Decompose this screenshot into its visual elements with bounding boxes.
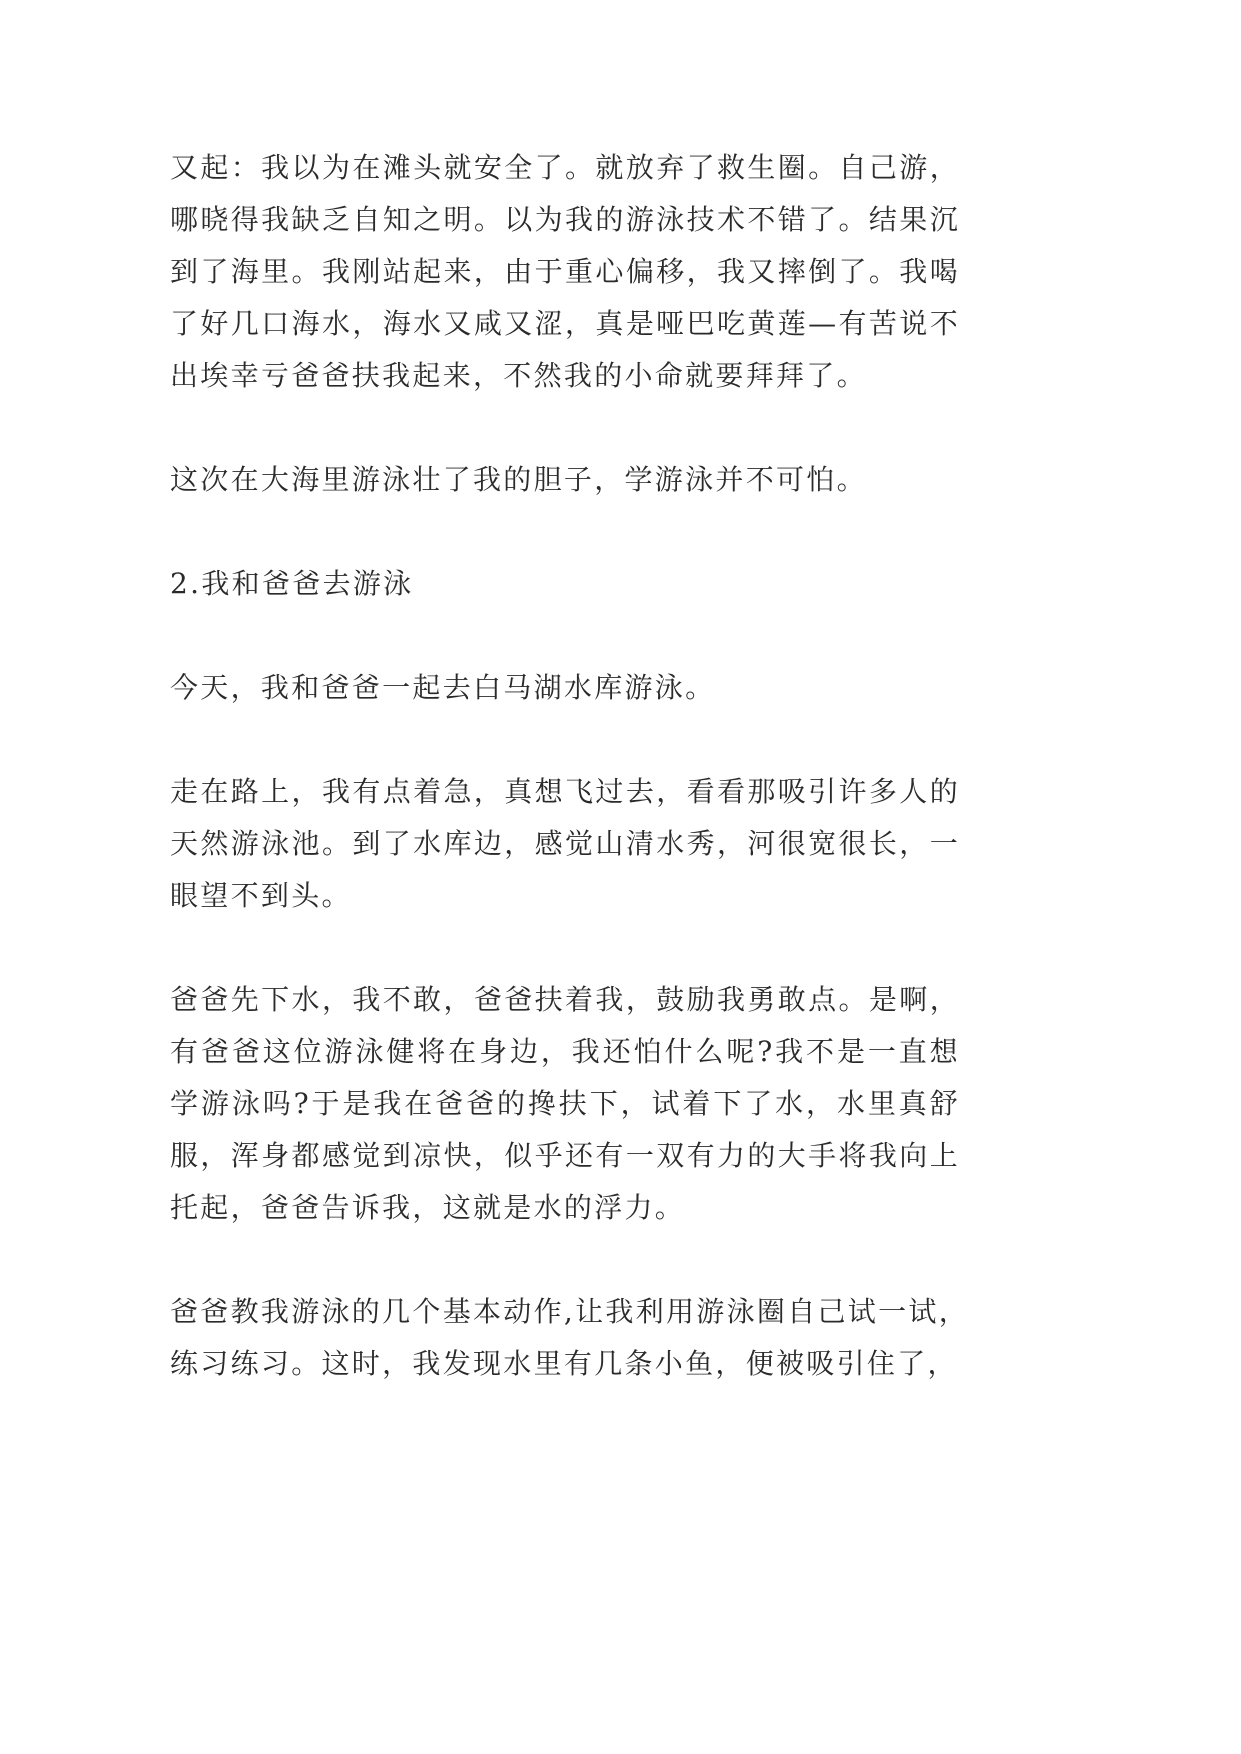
paragraph <box>170 1286 970 1390</box>
text-line: 又起：我以为在滩头就安全了。就放弃了救生圈。自己游， <box>170 151 960 184</box>
text-line: 爸爸先下水，我不敢，爸爸扶着我，鼓励我勇敢点。是啊， <box>170 983 960 1016</box>
text-line: 今天，我和爸爸一起去白马湖水库游泳。 <box>170 671 716 704</box>
document-body <box>170 142 970 1442</box>
text-line: 出埃幸亏爸爸扶我起来，不然我的小命就要拜拜了。 <box>170 359 867 392</box>
paragraph <box>170 974 960 1234</box>
text-line: 托起，爸爸告诉我，这就是水的浮力。 <box>170 1191 686 1224</box>
section-heading <box>170 558 960 610</box>
text-line: 到了海里。我刚站起来，由于重心偏移，我又摔倒了。我喝 <box>170 255 960 288</box>
text-line: 哪晓得我缺乏自知之明。以为我的游泳技术不错了。结果沉 <box>170 203 960 236</box>
paragraph <box>170 766 960 922</box>
text-line: 学游泳吗?于是我在爸爸的搀扶下，试着下了水，水里真舒 <box>170 1087 960 1120</box>
paragraph <box>170 142 960 402</box>
paragraph <box>170 454 960 506</box>
text-line: 有爸爸这位游泳健将在身边，我还怕什么呢?我不是一直想 <box>170 1035 960 1068</box>
text-line: 练习练习。这时，我发现水里有几条小鱼，便被吸引住了， <box>170 1347 958 1380</box>
text-line: 眼望不到头。 <box>170 879 352 912</box>
text-line: 这次在大海里游泳壮了我的胆子，学游泳并不可怕。 <box>170 463 867 496</box>
text-line: 爸爸教我游泳的几个基本动作,让我利用游泳圈自己试一试， <box>170 1295 970 1328</box>
paragraph <box>170 662 960 714</box>
text-line: 服，浑身都感觉到凉快，似乎还有一双有力的大手将我向上 <box>170 1139 960 1172</box>
section-heading-text: 2.我和爸爸去游泳 <box>170 567 414 600</box>
text-line: 了好几口海水，海水又咸又涩，真是哑巴吃黄莲—有苦说不 <box>170 307 960 340</box>
text-line: 走在路上，我有点着急，真想飞过去，看看那吸引许多人的 <box>170 775 960 808</box>
text-line: 天然游泳池。到了水库边，感觉山清水秀，河很宽很长，一 <box>170 827 960 860</box>
